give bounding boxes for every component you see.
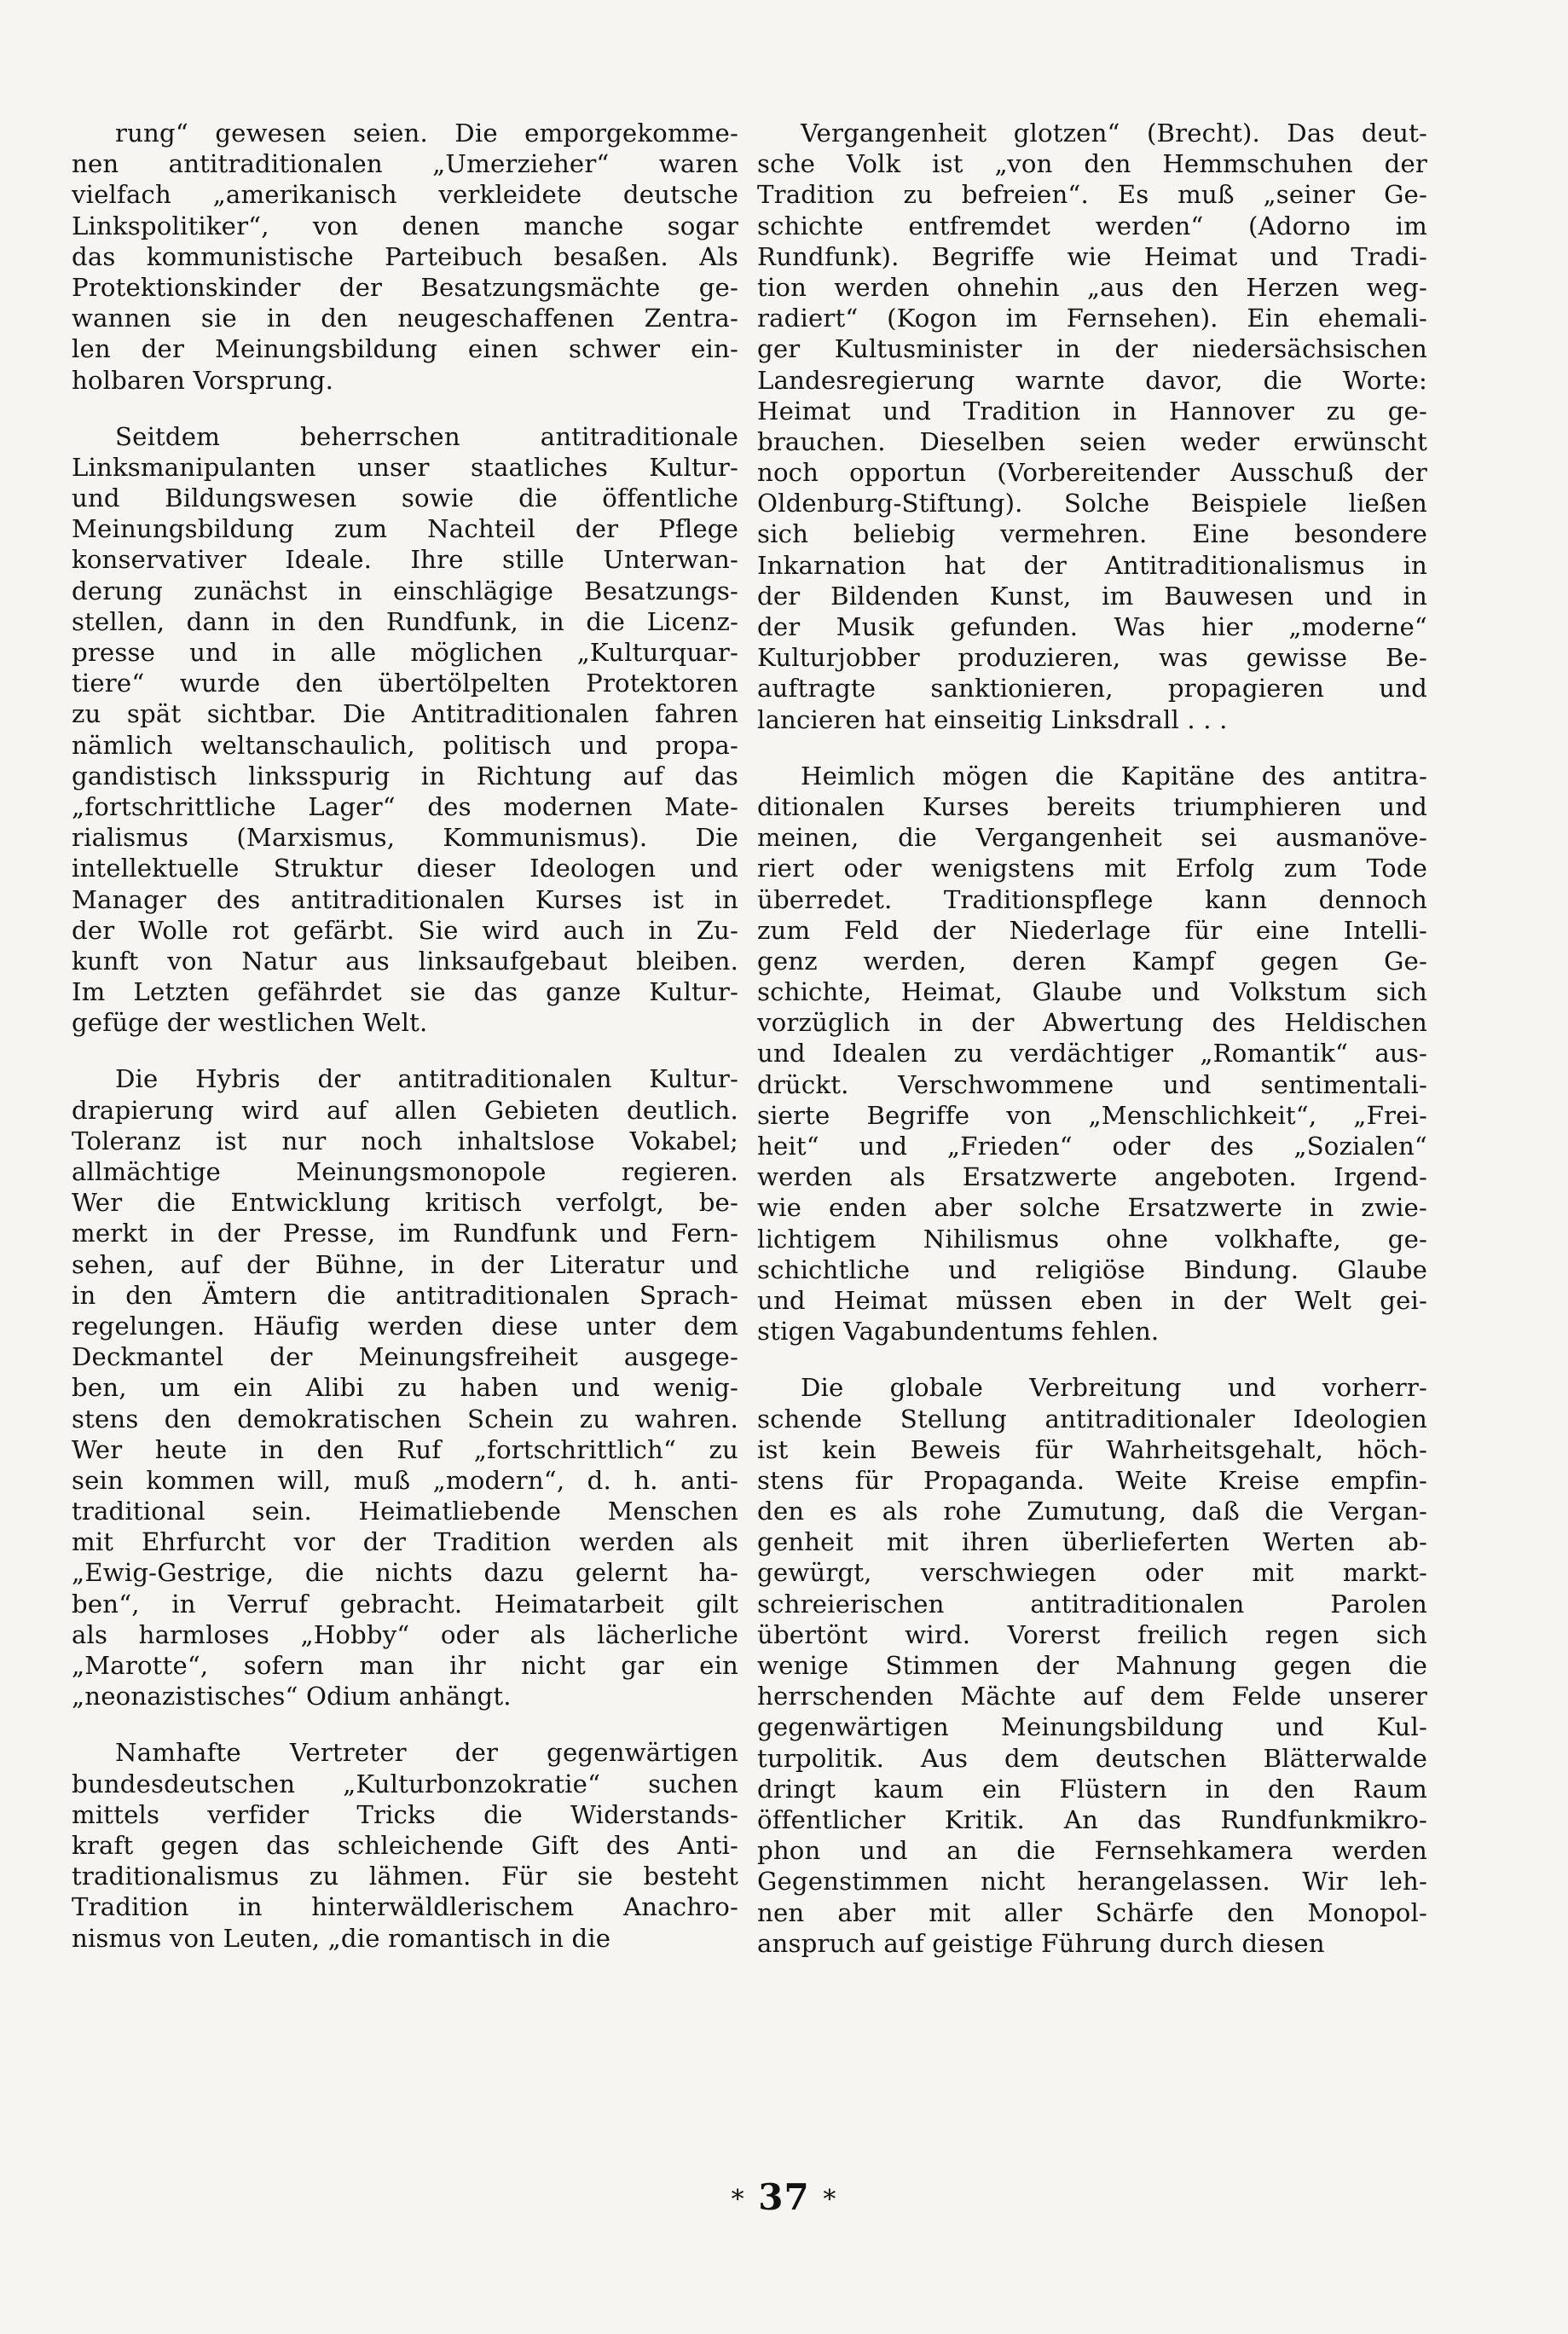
- text-line: sche Volk ist „von den Hemmschuhen der: [757, 149, 1427, 179]
- text-line: Wer die Entwicklung kritisch verfolgt, be-: [72, 1188, 738, 1218]
- text-line: Im Letzten gefährdet sie das ganze Kultur-: [72, 977, 738, 1007]
- text-line: Linksmanipulanten unser staatliches Kultur-: [72, 452, 738, 482]
- text-line: derung zunächst in einschlägige Besatzungs-: [72, 576, 738, 605]
- text-line: bundesdeutschen „Kulturbonzokratie“ suchen: [72, 1769, 738, 1798]
- text-line: phon und an die Fernsehkamera werden: [757, 1836, 1427, 1866]
- text-line: stens für Propaganda. Weite Kreise empfin-: [757, 1465, 1427, 1495]
- text-line: zu spät sichtbar. Die Antitraditionalen fahren: [72, 699, 738, 729]
- text-line: und Idealen zu verdächtiger „Romantik“ aus-: [757, 1039, 1427, 1069]
- text-line: kunft von Natur aus linksaufgebaut bleiben.: [72, 946, 738, 976]
- text-line: Tradition in hinterwäldlerischem Anachro-: [72, 1892, 738, 1922]
- right-text-column: [757, 118, 1427, 1984]
- text-line: „neonazistisches“ Odium anhängt.: [72, 1682, 512, 1711]
- text-line: Landesregierung warnte davor, die Worte:: [757, 365, 1427, 395]
- text-line: tiere“ wurde den übertölpelten Protektoren: [72, 669, 738, 698]
- text-line: rung“ gewesen seien. Die emporgekomme-: [115, 119, 738, 148]
- text-line: Die globale Verbreitung und vorherr-: [801, 1373, 1427, 1403]
- text-line: gefüge der westlichen Welt.: [72, 1008, 428, 1038]
- text-line: mit Ehrfurcht vor der Tradition werden als: [72, 1527, 738, 1557]
- text-line: traditionalismus zu lähmen. Für sie besteht: [72, 1862, 738, 1891]
- text-line: lancieren hat einseitig Linksdrall . . .: [757, 704, 1228, 734]
- text-line: der Musik gefunden. Was hier „moderne“: [757, 612, 1427, 641]
- text-line: Tradition zu befreien“. Es muß „seiner Ge-: [757, 180, 1427, 210]
- text-line: überredet. Traditionspflege kann dennoch: [757, 884, 1427, 914]
- text-line: Deckmantel der Meinungsfreiheit ausgege-: [72, 1342, 738, 1372]
- text-line: Heimat und Tradition in Hannover zu ge-: [757, 396, 1427, 426]
- text-line: in den Ämtern die antitraditionalen Sprach-: [72, 1280, 738, 1310]
- text-line: nismus von Leuten, „die romantisch in die: [72, 1923, 611, 1953]
- text-line: schende Stellung antitraditionaler Ideologien: [757, 1404, 1427, 1433]
- text-line: sehen, auf der Bühne, in der Literatur und: [72, 1249, 738, 1279]
- left-paragraph-4: [72, 1737, 738, 1953]
- text-line: mittels verfider Tricks die Widerstands-: [72, 1799, 738, 1829]
- text-line: „Marotte“, sofern man ihr nicht gar ein: [72, 1651, 738, 1680]
- text-line: wie enden aber solche Ersatzwerte in zwie-: [757, 1193, 1427, 1223]
- text-line: Oldenburg-Stiftung). Solche Beispiele ließen: [757, 489, 1427, 518]
- text-line: drückt. Verschwommene und sentimentali-: [757, 1069, 1427, 1099]
- text-line: Inkarnation hat der Antitraditionalismus in: [757, 550, 1427, 580]
- text-line: intellektuelle Struktur dieser Ideologen und: [72, 854, 738, 883]
- text-line: der Wolle rot gefärbt. Sie wird auch in Zu-: [72, 915, 738, 945]
- star-ornament-right: *: [823, 2185, 837, 2215]
- right-paragraph-1: [757, 118, 1427, 735]
- text-line: als harmloses „Hobby“ oder als lächerliche: [72, 1619, 738, 1649]
- text-line: Gegenstimmen nicht herangelassen. Wir leh-: [757, 1867, 1427, 1897]
- left-paragraph-3: [72, 1063, 738, 1711]
- text-line: Toleranz ist nur noch inhaltslose Vokabel;: [72, 1126, 738, 1155]
- text-line: kraft gegen das schleichende Gift des Anti-: [72, 1830, 738, 1860]
- text-line: lichtigem Nihilismus ohne volkhafte, ge-: [757, 1224, 1427, 1254]
- text-line: merkt in der Presse, im Rundfunk und Fern-: [72, 1219, 738, 1248]
- text-line: meinen, die Vergangenheit sei ausmanöve-: [757, 823, 1427, 853]
- text-line: „fortschrittliche Lager“ des modernen Mate-: [72, 791, 738, 821]
- left-text-column: [72, 118, 738, 1979]
- text-line: zum Feld der Niederlage für eine Intelli-: [757, 915, 1427, 945]
- right-paragraph-3: [757, 1372, 1427, 1959]
- left-paragraph-2: [72, 421, 738, 1039]
- text-line: Heimlich mögen die Kapitäne des antitra-: [801, 761, 1427, 791]
- text-line: len der Meinungsbildung einen schwer ein-: [72, 334, 738, 364]
- page-number: 37: [758, 2176, 810, 2218]
- text-line: sierte Begriffe von „Menschlichkeit“, „Frei-: [757, 1100, 1427, 1130]
- text-line: werden als Ersatzwerte angeboten. Irgend-: [757, 1162, 1427, 1192]
- text-line: heit“ und „Frieden“ oder des „Sozialen“: [757, 1132, 1427, 1161]
- text-line: der Bildenden Kunst, im Bauwesen und in: [757, 581, 1427, 611]
- text-line: genz werden, deren Kampf gegen Ge-: [757, 946, 1427, 976]
- text-line: auftragte sanktionieren, propagieren und: [757, 674, 1427, 704]
- text-line: öffentlicher Kritik. An das Rundfunkmikro-: [757, 1804, 1427, 1834]
- text-line: schreierischen antitraditionalen Parolen: [757, 1589, 1427, 1619]
- text-line: Protektionskinder der Besatzungsmächte ge-: [72, 272, 738, 302]
- text-line: radiert“ (Kogon im Fernsehen). Ein ehemali-: [757, 304, 1427, 333]
- text-line: gewürgt, verschwiegen oder mit markt-: [757, 1558, 1427, 1588]
- text-line: vielfach „amerikanisch verkleidete deutsche: [72, 180, 738, 210]
- star-ornament-left: *: [731, 2185, 745, 2215]
- text-line: und Bildungswesen sowie die öffentliche: [72, 484, 738, 513]
- text-line: schichtliche und religiöse Bindung. Glaube: [757, 1254, 1427, 1284]
- text-line: ger Kultusminister in der niedersächsischen: [757, 334, 1427, 364]
- text-line: traditional sein. Heimatliebende Menschen: [72, 1497, 738, 1526]
- text-line: gegenwärtigen Meinungsbildung und Kul-: [757, 1712, 1427, 1742]
- text-line: rialismus (Marxismus, Kommunismus). Die: [72, 823, 738, 853]
- text-line: drapierung wird auf allen Gebieten deutlich.: [72, 1095, 738, 1125]
- text-line: dringt kaum ein Flüstern in den Raum: [757, 1774, 1427, 1804]
- left-paragraph-1: [72, 118, 738, 396]
- right-paragraph-2: [757, 761, 1427, 1347]
- text-line: genheit mit ihren überlieferten Werten ab-: [757, 1527, 1427, 1557]
- text-line: Kulturjobber produzieren, was gewisse Be-: [757, 643, 1427, 673]
- text-line: herrschenden Mächte auf dem Felde unserer: [757, 1682, 1427, 1711]
- text-line: wenige Stimmen der Mahnung gegen die: [757, 1651, 1427, 1680]
- text-line: wannen sie in den neugeschaffenen Zentra-: [72, 304, 738, 333]
- text-line: „Ewig-Gestrige, die nichts dazu gelernt ha-: [72, 1558, 738, 1588]
- text-line: schichte, Heimat, Glaube und Volkstum sich: [757, 977, 1427, 1007]
- text-line: riert oder wenigstens mit Erfolg zum Tode: [757, 854, 1427, 883]
- page-number-footer: [0, 2176, 1568, 2218]
- text-line: regelungen. Häufig werden diese unter dem: [72, 1311, 738, 1341]
- text-line: sich beliebig vermehren. Eine besondere: [757, 519, 1427, 549]
- text-line: turpolitik. Aus dem deutschen Blätterwalde: [757, 1743, 1427, 1773]
- text-line: ist kein Beweis für Wahrheitsgehalt, höch-: [757, 1434, 1427, 1464]
- text-line: den es als rohe Zumutung, daß die Vergan-: [757, 1497, 1427, 1526]
- text-line: presse und in alle möglichen „Kulturquar-: [72, 638, 738, 667]
- text-line: nen antitraditionalen „Umerzieher“ waren: [72, 149, 738, 179]
- text-line: Vergangenheit glotzen“ (Brecht). Das deut-: [801, 119, 1427, 148]
- text-line: stigen Vagabundentums fehlen.: [757, 1317, 1160, 1347]
- text-line: holbaren Vorsprung.: [72, 365, 334, 395]
- text-line: Wer heute in den Ruf „fortschrittlich“ zu: [72, 1434, 738, 1464]
- text-line: ditionalen Kurses bereits triumphieren und: [757, 791, 1427, 821]
- text-line: Die Hybris der antitraditionalen Kultur-: [115, 1064, 738, 1094]
- text-line: sein kommen will, muß „modern“, d. h. anti-: [72, 1465, 738, 1495]
- text-line: Manager des antitraditionalen Kurses ist in: [72, 884, 738, 914]
- text-line: ben, um ein Alibi zu haben und wenig-: [72, 1373, 738, 1403]
- text-line: nen aber mit aller Schärfe den Monopol-: [757, 1897, 1427, 1927]
- text-line: konservativer Ideale. Ihre stille Unterwan-: [72, 545, 738, 575]
- text-line: übertönt wird. Vorerst freilich regen sich: [757, 1619, 1427, 1649]
- text-line: Namhafte Vertreter der gegenwärtigen: [115, 1738, 738, 1768]
- text-line: noch opportun (Vorbereitender Ausschuß der: [757, 458, 1427, 488]
- text-line: Seitdem beherrschen antitraditionale: [115, 421, 738, 451]
- text-line: vorzüglich in der Abwertung des Heldischen: [757, 1008, 1427, 1038]
- text-line: tion werden ohnehin „aus den Herzen weg-: [757, 272, 1427, 302]
- text-line: das kommunistische Parteibuch besaßen. Als: [72, 241, 738, 271]
- text-line: Linkspolitiker“, von denen manche sogar: [72, 211, 738, 240]
- text-line: und Heimat müssen eben in der Welt gei-: [757, 1285, 1427, 1315]
- text-line: Rundfunk). Begriffe wie Heimat und Tradi-: [757, 241, 1427, 271]
- text-line: ben“, in Verruf gebracht. Heimatarbeit gilt: [72, 1589, 738, 1619]
- text-line: anspruch auf geistige Führung durch diesen: [757, 1928, 1325, 1958]
- text-line: stellen, dann in den Rundfunk, in die Licenz-: [72, 606, 738, 636]
- text-line: nämlich weltanschaulich, politisch und propa-: [72, 730, 738, 760]
- text-line: schichte entfremdet werden“ (Adorno im: [757, 211, 1427, 240]
- text-line: gandistisch linksspurig in Richtung auf das: [72, 761, 738, 791]
- text-line: allmächtige Meinungsmonopole regieren.: [72, 1157, 738, 1186]
- text-line: stens den demokratischen Schein zu wahren.: [72, 1404, 738, 1433]
- text-line: Meinungsbildung zum Nachteil der Pflege: [72, 514, 738, 544]
- text-line: brauchen. Dieselben seien weder erwünscht: [757, 426, 1427, 456]
